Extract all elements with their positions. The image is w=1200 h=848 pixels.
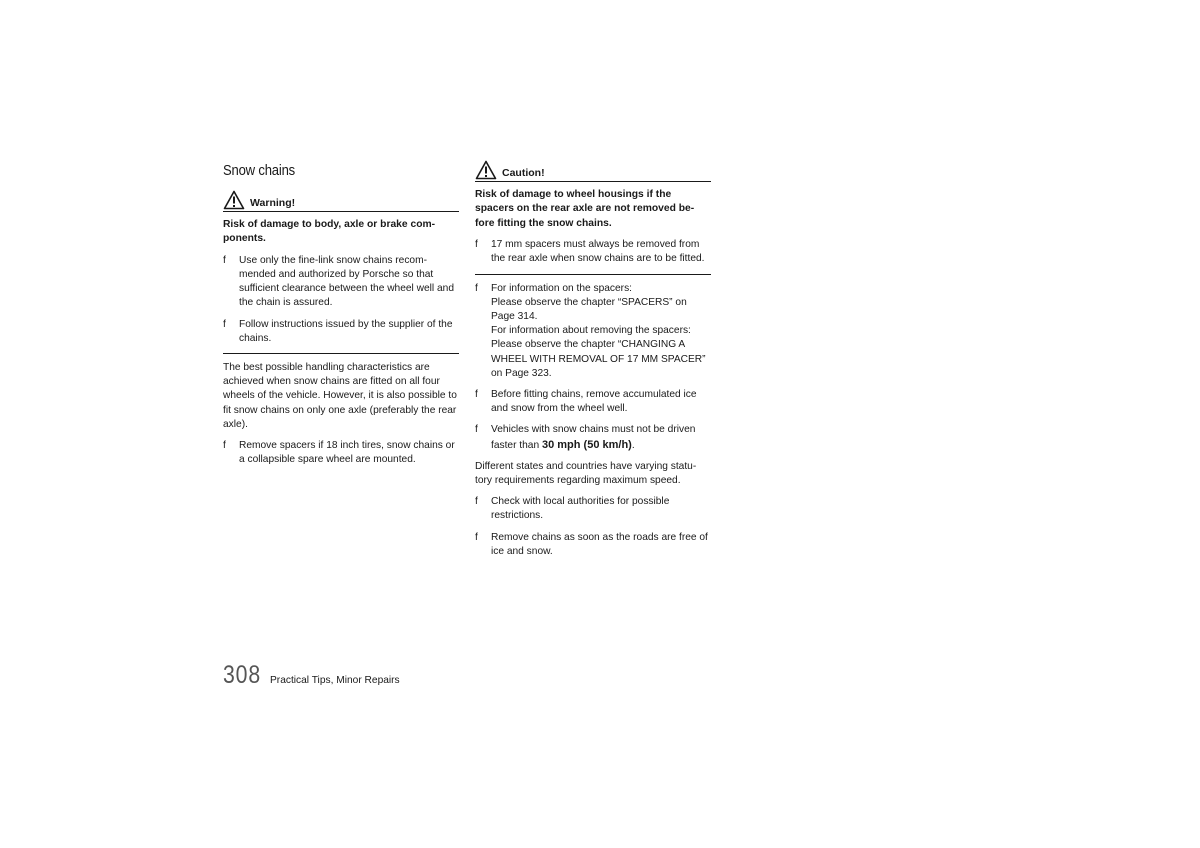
bullet: f bbox=[475, 282, 478, 294]
list-item-text: Remove chains as soon as the roads are free of ice and snow. bbox=[491, 531, 708, 557]
list-item-text bbox=[491, 423, 711, 452]
info-line: For information about removing the spacers: bbox=[491, 325, 691, 337]
list-item bbox=[223, 318, 459, 346]
page-number: 308 bbox=[223, 661, 262, 689]
bullet: f bbox=[475, 389, 478, 401]
list-item bbox=[475, 495, 711, 523]
bullet: f bbox=[223, 254, 226, 266]
info-line: Please observe the chapter “CHANGING A WHEEL WITH REMOVAL OF 17 MM SPACER” on Page 323. bbox=[491, 339, 706, 379]
caution-header bbox=[475, 160, 711, 182]
warning-lead: Risk of damage to body, axle or brake com-ponents. bbox=[223, 219, 436, 245]
bullet: f bbox=[475, 239, 478, 251]
bullet: f bbox=[475, 531, 478, 543]
bullet: f bbox=[223, 318, 226, 330]
speed-suffix: . bbox=[631, 439, 635, 451]
bullet: f bbox=[475, 496, 478, 508]
list-item-text: Before fitting chains, remove accumulated ice and snow from the wheel well. bbox=[491, 389, 697, 415]
speed-prefix: Vehicles with snow chains must not be driven faster than bbox=[491, 424, 696, 451]
list-item bbox=[223, 254, 459, 311]
info-line: For information on the spacers: bbox=[491, 282, 632, 294]
bullet: f bbox=[475, 424, 478, 436]
list-item-text: Check with local authorities for possible restrictions. bbox=[491, 496, 670, 522]
paragraph: The best possible handling characteristics are achieved when snow chains are fitted on all four wheels of the vehicle. However, it is also possible to fit snow chains on only one axle (preferably the rear axle). bbox=[223, 362, 457, 430]
divider bbox=[223, 353, 459, 354]
left-column bbox=[223, 160, 459, 474]
list-item-spacers-info bbox=[475, 282, 711, 381]
list-item-text: Use only the fine-link snow chains recom-mended and authorized by Porsche so that sufficient clearance between the wheel well and the chain is assured. bbox=[239, 254, 455, 309]
list-item bbox=[223, 439, 459, 467]
page-footer bbox=[223, 661, 400, 690]
list-item bbox=[475, 531, 711, 559]
list-item-speed bbox=[475, 423, 711, 452]
divider bbox=[475, 274, 711, 275]
caution-lead: Risk of damage to wheel housings if the spacers on the rear axle are not removed be-fore fitting the snow chains. bbox=[475, 189, 695, 229]
list-item-text bbox=[491, 282, 711, 381]
bullet: f bbox=[223, 440, 226, 452]
right-column bbox=[475, 160, 711, 566]
list-item bbox=[475, 238, 711, 266]
list-item bbox=[475, 388, 711, 416]
info-line: Please observe the chapter “SPACERS” on Page 314. bbox=[491, 296, 687, 323]
warning-triangle-icon bbox=[223, 190, 245, 210]
speed-limit: 30 mph (50 km/h) bbox=[541, 438, 632, 451]
list-item-text: 17 mm spacers must always be removed from the rear axle when snow chains are to be fitted. bbox=[491, 239, 705, 265]
warning-label: Warning! bbox=[250, 197, 296, 209]
caution-triangle-icon bbox=[475, 160, 497, 180]
footer-section-title: Practical Tips, Minor Repairs bbox=[270, 675, 400, 686]
section-title: Snow chains bbox=[223, 163, 296, 179]
list-item-text: Follow instructions issued by the supplier of the chains. bbox=[239, 318, 453, 344]
paragraph: Different states and countries have varying statu-tory requirements regarding maximum speed. bbox=[475, 460, 697, 487]
caution-label: Caution! bbox=[502, 167, 545, 179]
list-item-text: Remove spacers if 18 inch tires, snow chains or a collapsible spare wheel are mounted. bbox=[239, 440, 455, 466]
warning-header bbox=[223, 190, 459, 212]
